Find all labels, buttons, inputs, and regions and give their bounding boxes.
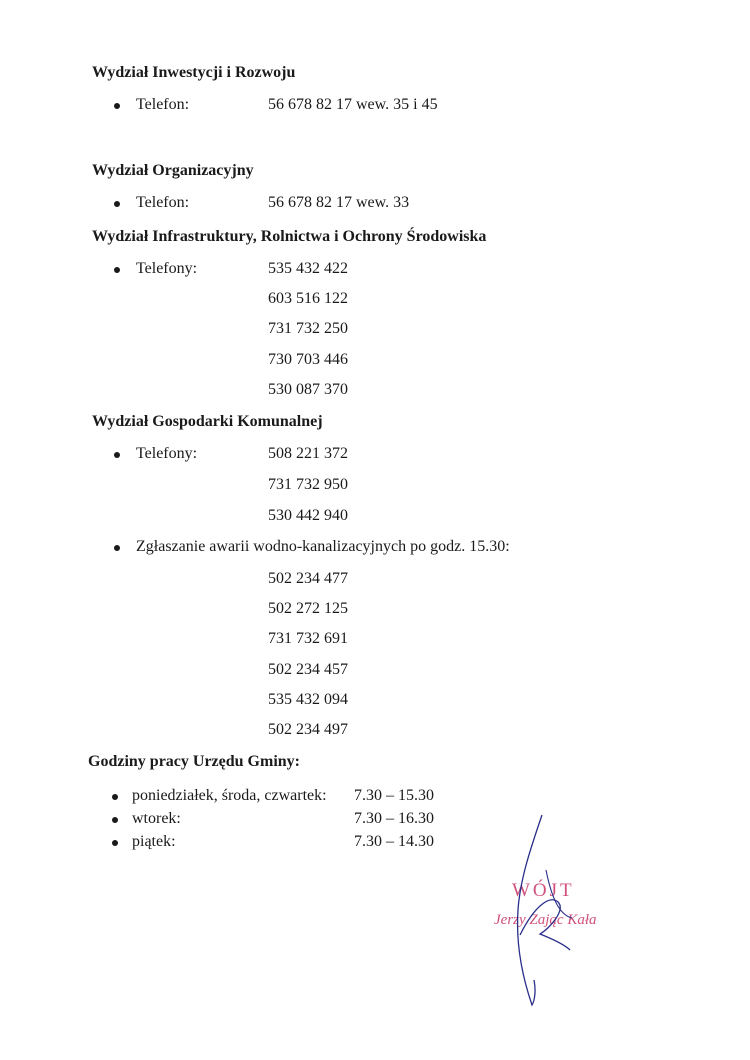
bullet-icon bbox=[112, 817, 118, 823]
emergency-label: Zgłaszanie awarii wodno-kanalizacyjnych po godz. 15.30: bbox=[136, 538, 510, 555]
bullet-icon bbox=[112, 840, 118, 846]
phone-number: 731 732 691 bbox=[268, 630, 348, 647]
phone-number: 502 234 497 bbox=[268, 721, 348, 738]
bullet-icon bbox=[114, 103, 120, 109]
phone-number: 56 678 82 17 wew. 33 bbox=[268, 194, 410, 211]
section-heading-komunalna: Wydział Gospodarki Komunalnej bbox=[92, 413, 323, 430]
phone-number: 502 234 477 bbox=[268, 570, 348, 587]
phone-number: 508 221 372 bbox=[268, 445, 348, 462]
signature-image bbox=[480, 810, 600, 1010]
section-heading-infrastruktura: Wydział Infrastruktury, Rolnictwa i Ochrony Środowiska bbox=[92, 228, 487, 245]
hours-day: wtorek: bbox=[132, 810, 181, 827]
phone-number: 502 234 457 bbox=[268, 661, 348, 678]
bullet-icon bbox=[114, 201, 120, 207]
phone-label: Telefon: bbox=[136, 96, 190, 113]
phone-number: 530 087 370 bbox=[268, 381, 348, 398]
hours-time: 7.30 – 14.30 bbox=[354, 833, 434, 850]
phone-label: Telefon: bbox=[136, 194, 190, 211]
bullet-icon bbox=[114, 267, 120, 273]
hours-time: 7.30 – 16.30 bbox=[354, 810, 434, 827]
section-heading-organizacyjny: Wydział Organizacyjny bbox=[92, 162, 254, 179]
stamp-title: WÓJT bbox=[512, 880, 575, 901]
phone-number: 603 516 122 bbox=[268, 290, 348, 307]
phone-number: 535 432 422 bbox=[268, 260, 348, 277]
phone-number: 731 732 250 bbox=[268, 320, 348, 337]
phone-label: Telefony: bbox=[136, 260, 198, 277]
phone-number: 535 432 094 bbox=[268, 691, 348, 708]
phone-number: 502 272 125 bbox=[268, 600, 348, 617]
phone-label: Telefony: bbox=[136, 445, 198, 462]
hours-day: piątek: bbox=[132, 833, 176, 850]
hours-time: 7.30 – 15.30 bbox=[354, 787, 434, 804]
phone-number: 730 703 446 bbox=[268, 351, 348, 368]
phone-number: 530 442 940 bbox=[268, 507, 348, 524]
bullet-icon bbox=[114, 452, 120, 458]
bullet-icon bbox=[114, 545, 120, 551]
stamp-name: Jerzy Zając Kała bbox=[494, 912, 597, 928]
hours-heading: Godziny pracy Urzędu Gminy: bbox=[88, 753, 300, 770]
hours-day: poniedziałek, środa, czwartek: bbox=[132, 787, 327, 804]
phone-number: 56 678 82 17 wew. 35 i 45 bbox=[268, 96, 438, 113]
bullet-icon bbox=[112, 794, 118, 800]
section-heading-inwestycje: Wydział Inwestycji i Rozwoju bbox=[92, 64, 296, 81]
phone-number: 731 732 950 bbox=[268, 476, 348, 493]
